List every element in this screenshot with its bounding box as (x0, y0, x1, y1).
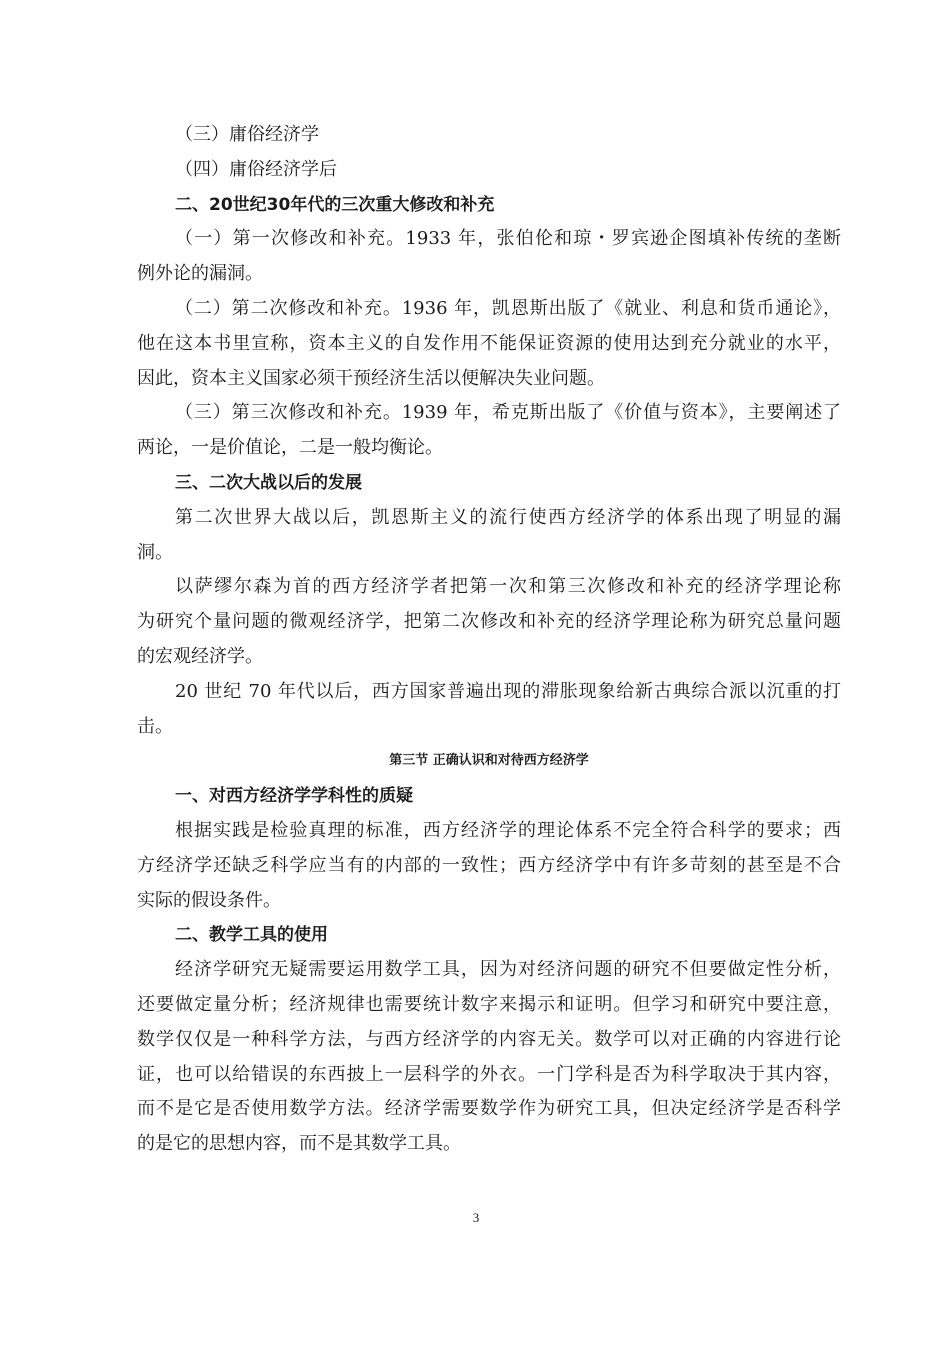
section-heading: 一、对西方经济学学科性的质疑 (175, 786, 413, 807)
section-heading: 二、20世纪30年代的三次重大修改和补充 (175, 194, 495, 215)
text-line: 第二次世界大战以后，凯恩斯主义的流行使西方经济学的体系出现了明显的漏 (175, 506, 841, 528)
text-line: 的宏观经济学。 (137, 645, 263, 667)
text-line: 20 世纪 70 年代以后，西方国家普遍出现的滞胀现象给新古典综合派以沉重的打 (175, 680, 841, 702)
text-line: 的是它的思想内容，而不是其数学工具。 (137, 1133, 461, 1155)
text-line: 他在这本书里宣称，资本主义的自发作用不能保证资源的使用达到充分就业的水平， (137, 332, 841, 354)
section-heading: 三、二次大战以后的发展 (175, 472, 362, 493)
text-line: 为研究个量问题的微观经济学，把第二次修改和补充的经济学理论称为研究总量问题 (137, 611, 841, 633)
text-line: 实际的假设条件。 (137, 889, 281, 911)
text-line: 根据实践是检验真理的标准，西方经济学的理论体系不完全符合科学的要求；西 (175, 819, 841, 841)
text-line: （二）第二次修改和补充。1936 年，凯恩斯出版了《就业、利息和货币通论》， (175, 297, 841, 319)
text-line: 方经济学还缺乏科学应当有的内部的一致性；西方经济学中有许多苛刻的甚至是不合 (137, 854, 841, 876)
text-line: 以萨缪尔森为首的西方经济学者把第一次和第三次修改和补充的经济学理论称 (175, 576, 841, 598)
text-line: 因此，资本主义国家必须干预经济生活以便解决失业问题。 (137, 367, 605, 389)
text-line: （三）第三次修改和补充。1939 年，希克斯出版了《价值与资本》，主要阐述了 (175, 402, 841, 424)
text-line: 经济学研究无疑需要运用数学工具，因为对经济问题的研究不但要做定性分析， (175, 959, 841, 981)
text-line: 还要做定量分析；经济规律也需要统计数字来揭示和证明。但学习和研究中要注意， (137, 993, 841, 1015)
text-line: 数学仅仅是一种科学方法，与西方经济学的内容无关。数学可以对正确的内容进行论 (137, 1028, 841, 1050)
text-line: 两论，一是价值论，二是一般均衡论。 (137, 437, 443, 459)
text-line: （一）第一次修改和补充。1933 年，张伯伦和琼・罗宾逊企图填补传统的垄断 (175, 228, 841, 250)
text-line: （三）庸俗经济学 (175, 124, 319, 145)
text-line: 而不是它是否使用数学方法。经济学需要数学作为研究工具，但决定经济学是否科学 (137, 1098, 841, 1120)
text-line: （四）庸俗经济学后 (175, 158, 337, 180)
text-line: 证，也可以给错误的东西披上一层科学的外衣。一门学科是否为科学取决于其内容， (137, 1063, 841, 1085)
section-heading: 二、教学工具的使用 (175, 925, 328, 946)
text-line: 洞。 (137, 541, 173, 563)
text-line: 例外论的漏洞。 (137, 263, 263, 285)
text-line: 击。 (137, 715, 173, 737)
document-page (137, 118, 841, 1162)
chapter-section-title: 第三节 正确认识和对待西方经济学 (389, 753, 589, 769)
page-number: 3 (472, 1210, 480, 1225)
